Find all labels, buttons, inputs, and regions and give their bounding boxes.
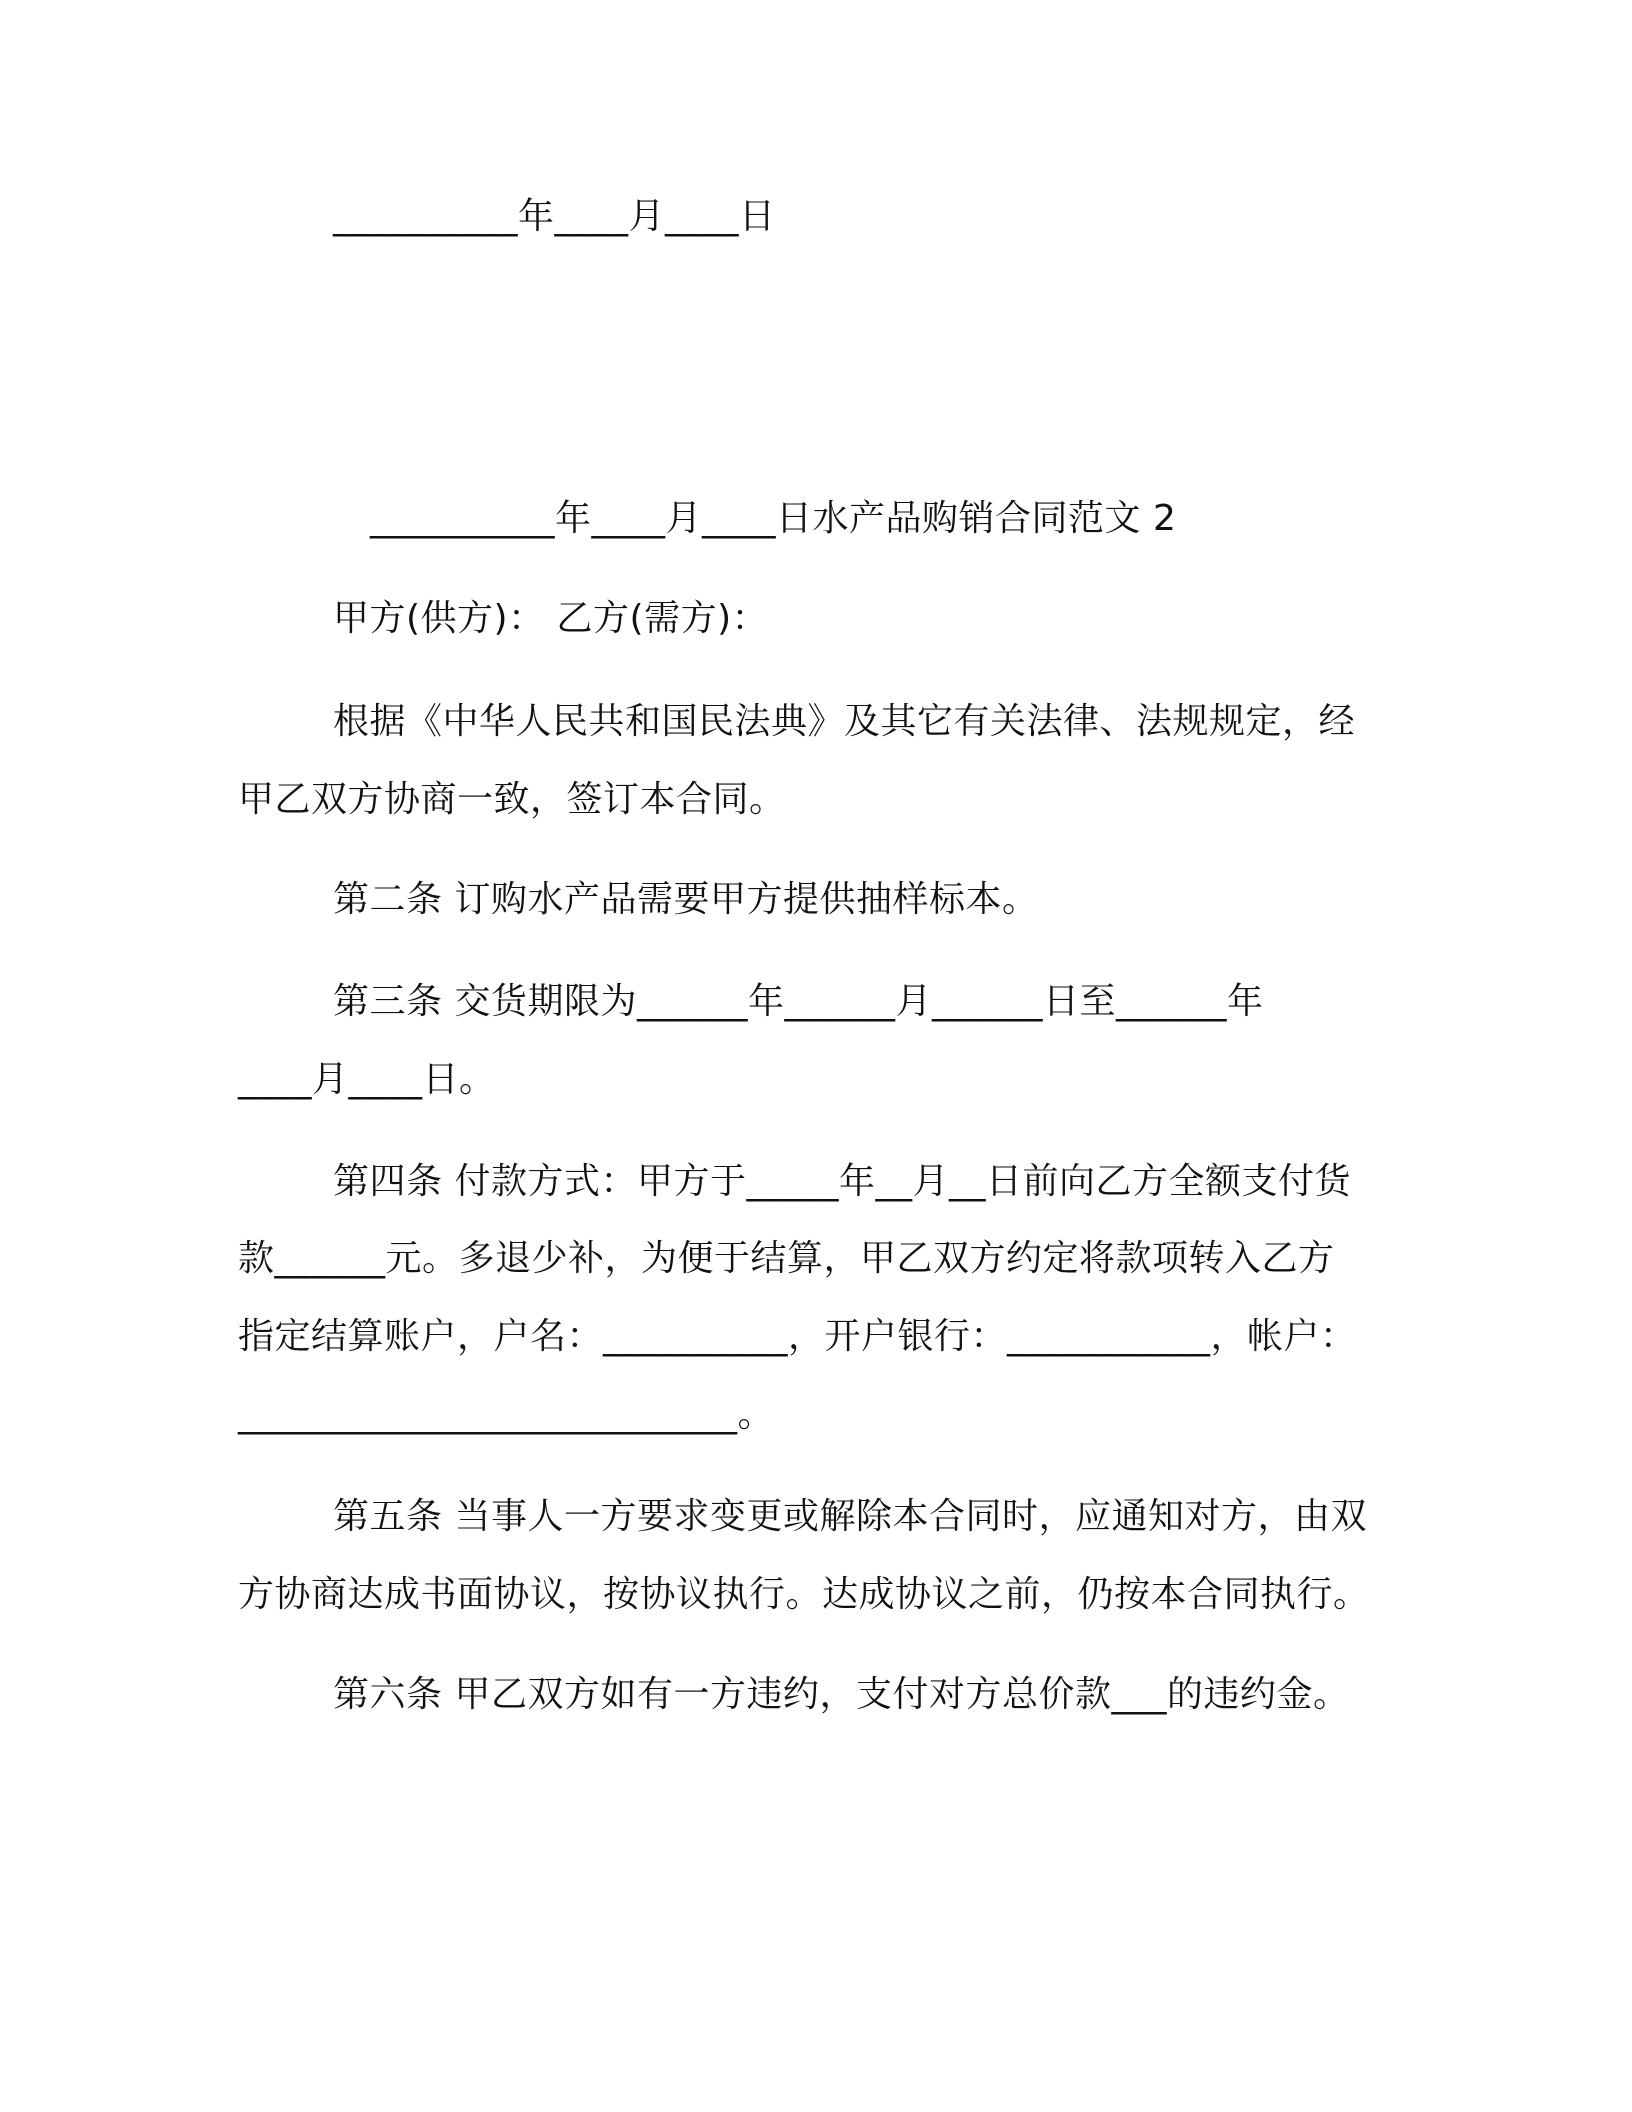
intro-line-1: 根据《中华人民共和国民法典》及其它有关法律、法规规定，经 <box>333 701 1356 742</box>
article-4-line-2: 款______元。多退少补，为便于结算，甲乙双方约定将款项转入乙方 <box>238 1238 1335 1279</box>
date-line: __________年____月____日 <box>333 196 776 237</box>
document-title: __________年____月____日水产品购销合同范文 2 <box>370 498 1177 539</box>
article-4-line-1: 第四条 付款方式：甲方于_____年__月__日前向乙方全额支付货 <box>333 1161 1351 1202</box>
article-6: 第六条 甲乙双方如有一方违约，支付对方总价款___的违约金。 <box>333 1674 1350 1715</box>
article-3-line-1: 第三条 交货期限为______年______月______日至______年 <box>333 981 1264 1022</box>
article-2: 第二条 订购水产品需要甲方提供抽样标本。 <box>333 879 1039 920</box>
article-3-line-2: ____月____日。 <box>238 1059 496 1100</box>
parties-line: 甲方(供方)： 乙方(需方)： <box>333 598 769 639</box>
article-4-line-3: 指定结算账户，户名：__________，开户银行：___________，帐户： <box>238 1316 1357 1357</box>
article-5-line-1: 第五条 当事人一方要求变更或解除本合同时，应通知对方，由双 <box>333 1496 1367 1537</box>
intro-line-2: 甲乙双方协商一致，签订本合同。 <box>238 779 786 820</box>
article-5-line-2: 方协商达成书面协议，按协议执行。达成协议之前，仍按本合同执行。 <box>238 1574 1370 1615</box>
article-4-line-4: ___________________________。 <box>238 1394 774 1435</box>
